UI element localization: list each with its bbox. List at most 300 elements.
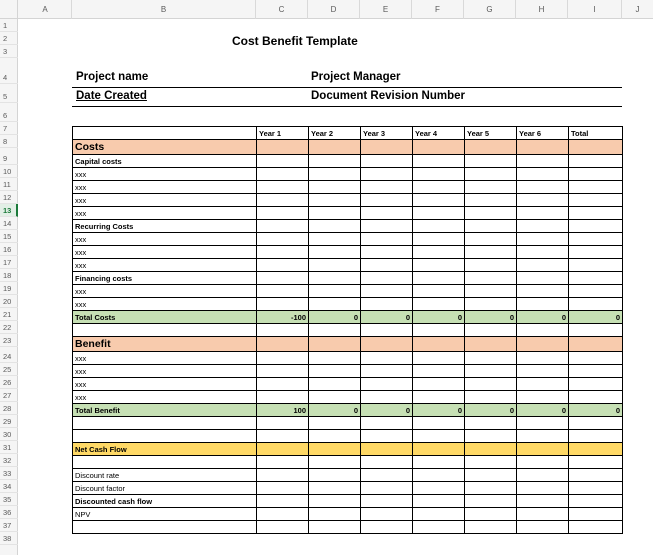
row-header-30[interactable]: 30 [0,428,18,441]
table-cell[interactable] [413,140,465,155]
table-cell[interactable] [413,207,465,220]
table-cell[interactable] [309,365,361,378]
row-header-38[interactable]: 38 [0,532,18,545]
table-cell[interactable] [361,168,413,181]
table-cell[interactable] [517,246,569,259]
line-item-label[interactable]: xxx [73,298,257,311]
benefit-label[interactable]: Benefit [73,337,257,352]
row-header-25[interactable]: 25 [0,363,18,376]
total-costs-year-3[interactable]: 0 [361,311,413,324]
line-item-label[interactable]: xxx [73,194,257,207]
table-cell[interactable] [361,352,413,365]
row-header-18[interactable]: 18 [0,269,18,282]
table-cell[interactable] [309,324,361,337]
table-cell[interactable] [361,456,413,469]
table-cell[interactable] [257,443,309,456]
table-cell[interactable] [465,194,517,207]
table-cell[interactable] [257,469,309,482]
table-cell[interactable] [257,352,309,365]
table-cell[interactable] [517,140,569,155]
table-cell[interactable] [361,207,413,220]
table-row [73,365,623,378]
table-cell[interactable] [413,259,465,272]
table-cell[interactable] [465,469,517,482]
total-benefit-year-4[interactable]: 0 [413,404,465,417]
table-cell[interactable] [569,259,623,272]
line-item-label[interactable]: xxx [73,168,257,181]
table-cell[interactable] [257,194,309,207]
table-cell[interactable] [361,272,413,285]
table-cell[interactable] [413,469,465,482]
table-cell[interactable] [465,378,517,391]
table-cell[interactable] [569,521,623,534]
year-2-header[interactable]: Year 2 [309,127,361,140]
column-header-i[interactable]: I [568,0,622,19]
table-cell[interactable] [465,337,517,352]
table-cell[interactable] [465,181,517,194]
table-cell[interactable] [361,337,413,352]
table-cell[interactable] [257,246,309,259]
column-header-c[interactable]: C [256,0,308,19]
table-cell[interactable] [569,378,623,391]
row-header-35[interactable]: 35 [0,493,18,506]
table-cell[interactable] [569,391,623,404]
table-cell[interactable] [569,508,623,521]
table-cell[interactable] [413,194,465,207]
table-cell[interactable] [569,469,623,482]
table-cell[interactable] [257,521,309,534]
table-cell[interactable] [361,298,413,311]
table-cell[interactable] [465,272,517,285]
table-cell[interactable] [465,246,517,259]
table-cell[interactable] [517,324,569,337]
table-cell[interactable] [309,272,361,285]
table-cell[interactable] [413,168,465,181]
table-cell[interactable] [309,391,361,404]
table-cell[interactable] [257,285,309,298]
table-cell[interactable] [465,155,517,168]
table-cell[interactable] [257,220,309,233]
year-1-header[interactable]: Year 1 [257,127,309,140]
discount-factor-label[interactable]: Discount factor [73,482,257,495]
table-cell[interactable] [465,521,517,534]
row-header-32[interactable]: 32 [0,454,18,467]
table-cell[interactable] [517,337,569,352]
table-cell[interactable] [569,194,623,207]
table-cell[interactable] [517,482,569,495]
row-header-1[interactable]: 1 [0,19,18,32]
table-cell[interactable] [517,168,569,181]
table-cell[interactable] [257,155,309,168]
table-cell[interactable] [517,207,569,220]
table-row [73,378,623,391]
table-cell[interactable] [309,233,361,246]
total-costs-year-2[interactable]: 0 [309,311,361,324]
table-cell[interactable] [569,324,623,337]
table-cell[interactable] [569,220,623,233]
total-costs-year-5[interactable]: 0 [465,311,517,324]
table-cell[interactable] [309,155,361,168]
table-cell[interactable] [257,482,309,495]
table-cell[interactable] [517,495,569,508]
table-cell[interactable] [569,140,623,155]
table-cell[interactable] [309,456,361,469]
table-cell[interactable] [361,233,413,246]
table-cell[interactable] [517,430,569,443]
table-cell[interactable] [569,285,623,298]
table-cell[interactable] [361,140,413,155]
table-cell[interactable] [517,378,569,391]
table-cell[interactable] [361,246,413,259]
select-all-corner[interactable] [0,0,18,19]
table-cell[interactable] [465,298,517,311]
table-cell[interactable] [517,298,569,311]
table-cell[interactable] [465,482,517,495]
discount-rate-label[interactable]: Discount rate [73,469,257,482]
recurring-costs-label[interactable]: Recurring Costs [73,220,257,233]
row-header-33[interactable]: 33 [0,467,18,480]
line-item-label[interactable]: xxx [73,246,257,259]
row-header-8[interactable]: 8 [0,135,18,148]
table-cell[interactable] [413,391,465,404]
table-cell[interactable] [257,456,309,469]
table-cell[interactable] [361,365,413,378]
row-header-28[interactable]: 28 [0,402,18,415]
total-header[interactable]: Total [569,127,623,140]
table-cell[interactable] [309,259,361,272]
column-header-e[interactable]: E [360,0,412,19]
table-cell[interactable] [309,495,361,508]
line-item-label[interactable]: xxx [73,378,257,391]
column-header-a[interactable]: A [19,0,72,19]
table-cell[interactable] [309,521,361,534]
row-header-2[interactable]: 2 [0,32,18,45]
table-cell[interactable] [413,324,465,337]
table-cell[interactable] [413,443,465,456]
table-cell[interactable] [517,365,569,378]
table-cell[interactable] [257,508,309,521]
table-cell[interactable] [361,155,413,168]
row-header-16[interactable]: 16 [0,243,18,256]
table-cell[interactable] [413,456,465,469]
row-header-10[interactable]: 10 [0,165,18,178]
table-cell[interactable] [465,140,517,155]
row-header-9[interactable]: 9 [0,152,18,165]
table-cell[interactable] [517,417,569,430]
table-cell[interactable] [569,443,623,456]
table-cell[interactable] [73,456,257,469]
table-cell[interactable] [569,272,623,285]
table-cell[interactable] [569,155,623,168]
table-cell[interactable] [517,521,569,534]
table-cell[interactable] [569,233,623,246]
total-benefit-year-6[interactable]: 0 [517,404,569,417]
costs-label[interactable]: Costs [73,140,257,155]
table-cell[interactable] [73,324,257,337]
table-row [73,207,623,220]
row-header-37[interactable]: 37 [0,519,18,532]
year-6-header[interactable]: Year 6 [517,127,569,140]
table-cell[interactable] [257,391,309,404]
table-cell[interactable] [465,430,517,443]
table-cell[interactable] [361,469,413,482]
table-cell[interactable] [569,298,623,311]
table-cell[interactable] [517,259,569,272]
row-header-5[interactable]: 5 [0,90,18,103]
row-header-15[interactable]: 15 [0,230,18,243]
table-cell[interactable] [257,181,309,194]
table-cell[interactable] [309,337,361,352]
table-cell[interactable] [517,508,569,521]
table-cell[interactable] [257,207,309,220]
total-costs-year-1[interactable]: -100 [257,311,309,324]
table-cell[interactable] [257,430,309,443]
table-cell[interactable] [257,365,309,378]
table-cell[interactable] [517,443,569,456]
table-cell[interactable] [361,220,413,233]
table-cell[interactable] [361,285,413,298]
table-cell[interactable] [465,365,517,378]
row-header-11[interactable]: 11 [0,178,18,191]
table-cell[interactable] [517,220,569,233]
table-cell[interactable] [465,352,517,365]
table-cell[interactable] [257,140,309,155]
npv-label[interactable]: NPV [73,508,257,521]
row-header-14[interactable]: 14 [0,217,18,230]
table-cell[interactable] [517,469,569,482]
table-cell[interactable] [413,233,465,246]
total-benefit-year-5[interactable]: 0 [465,404,517,417]
total-benefit-total[interactable]: 0 [569,404,623,417]
table-cell[interactable] [73,521,257,534]
table-cell[interactable] [309,508,361,521]
row-header-27[interactable]: 27 [0,389,18,402]
line-item-label[interactable]: xxx [73,391,257,404]
year-4-header[interactable]: Year 4 [413,127,465,140]
total-costs-year-4[interactable]: 0 [413,311,465,324]
table-cell[interactable] [465,233,517,246]
total-costs-total[interactable]: 0 [569,311,623,324]
table-cell[interactable] [517,456,569,469]
table-cell[interactable] [517,194,569,207]
table-cell[interactable] [257,168,309,181]
column-header-d[interactable]: D [308,0,360,19]
table-cell[interactable] [309,482,361,495]
table-cell[interactable] [361,495,413,508]
column-header-b[interactable]: B [72,0,256,19]
table-cell[interactable] [413,246,465,259]
table-cell[interactable] [517,233,569,246]
table-cell[interactable] [257,417,309,430]
table-cell[interactable] [465,391,517,404]
table-cell[interactable] [413,285,465,298]
row-header-20[interactable]: 20 [0,295,18,308]
table-cell[interactable] [465,417,517,430]
total-benefit-year-2[interactable]: 0 [309,404,361,417]
table-cell[interactable] [257,233,309,246]
line-item-label[interactable]: xxx [73,207,257,220]
row-header-26[interactable]: 26 [0,376,18,389]
table-cell[interactable] [413,495,465,508]
total-costs-label[interactable]: Total Costs [73,311,257,324]
table-cell[interactable] [413,298,465,311]
table-cell[interactable] [257,495,309,508]
table-cell[interactable] [413,352,465,365]
table-cell[interactable] [465,456,517,469]
table-cell[interactable] [569,207,623,220]
table-cell[interactable] [569,337,623,352]
table-cell[interactable] [517,155,569,168]
table-cell[interactable] [465,495,517,508]
table-cell[interactable] [413,482,465,495]
table-cell[interactable] [361,443,413,456]
column-header-f[interactable]: F [412,0,464,19]
table-cell[interactable] [413,181,465,194]
row-header-29[interactable]: 29 [0,415,18,428]
table-cell[interactable] [465,324,517,337]
table-cell[interactable] [361,181,413,194]
row-header-24[interactable]: 24 [0,350,18,363]
table-cell[interactable] [361,194,413,207]
table-cell[interactable] [569,482,623,495]
table-cell[interactable] [309,168,361,181]
table-cell[interactable] [361,259,413,272]
table-cell[interactable] [309,469,361,482]
line-item-label[interactable]: xxx [73,365,257,378]
table-cell[interactable] [257,259,309,272]
table-cell[interactable] [309,417,361,430]
table-cell[interactable] [413,337,465,352]
table-cell[interactable] [361,324,413,337]
table-cell[interactable] [517,272,569,285]
table-cell[interactable] [361,482,413,495]
total-benefit-year-1[interactable]: 100 [257,404,309,417]
table-cell[interactable] [413,521,465,534]
table-cell[interactable] [517,352,569,365]
table-cell[interactable] [413,272,465,285]
table-cell[interactable] [257,324,309,337]
table-cell[interactable] [569,352,623,365]
table-cell[interactable] [257,272,309,285]
table-cell[interactable] [257,298,309,311]
table-cell[interactable] [361,521,413,534]
table-cell[interactable] [569,495,623,508]
table-cell[interactable] [465,207,517,220]
row-header-6[interactable]: 6 [0,109,18,122]
table-cell[interactable] [413,430,465,443]
table-cell[interactable] [361,508,413,521]
table-cell[interactable] [361,391,413,404]
table-cell[interactable] [413,508,465,521]
table-cell[interactable] [73,430,257,443]
table-cell[interactable] [361,417,413,430]
table-cell[interactable] [309,194,361,207]
table-cell[interactable] [569,456,623,469]
table-cell[interactable] [569,417,623,430]
row-header-4[interactable]: 4 [0,71,18,84]
table-cell[interactable] [465,168,517,181]
table-cell[interactable] [73,417,257,430]
table-cell[interactable] [309,140,361,155]
table-cell[interactable] [413,365,465,378]
year-3-header[interactable]: Year 3 [361,127,413,140]
table-cell[interactable] [309,246,361,259]
row-header-21[interactable]: 21 [0,308,18,321]
row-header-7[interactable]: 7 [0,122,18,135]
table-cell[interactable] [257,378,309,391]
total-costs-year-6[interactable]: 0 [517,311,569,324]
table-cell[interactable] [517,181,569,194]
table-cell[interactable] [465,220,517,233]
table-cell[interactable] [257,337,309,352]
capital-costs-label[interactable]: Capital costs [73,155,257,168]
table-cell[interactable] [465,285,517,298]
row-header-3[interactable]: 3 [0,45,18,58]
column-header-j[interactable]: J [635,5,640,14]
table-cell[interactable] [517,391,569,404]
table-cell[interactable] [465,508,517,521]
table-cell[interactable] [309,285,361,298]
row-header-36[interactable]: 36 [0,506,18,519]
line-item-label[interactable]: xxx [73,259,257,272]
line-item-label[interactable]: xxx [73,285,257,298]
table-cell[interactable] [309,207,361,220]
table-cell[interactable] [413,417,465,430]
table-cell[interactable] [517,285,569,298]
table-cell[interactable] [73,127,257,140]
row-header-19[interactable]: 19 [0,282,18,295]
row-header-31[interactable]: 31 [0,441,18,454]
row-header-34[interactable]: 34 [0,480,18,493]
table-cell[interactable] [413,220,465,233]
table-cell[interactable] [569,365,623,378]
line-item-label[interactable]: xxx [73,352,257,365]
table-cell[interactable] [569,181,623,194]
table-cell[interactable] [465,259,517,272]
table-cell[interactable] [569,430,623,443]
column-header-h[interactable]: H [516,0,568,19]
row-header-22[interactable]: 22 [0,321,18,334]
table-cell[interactable] [309,430,361,443]
table-cell[interactable] [361,378,413,391]
net-cash-flow-label[interactable]: Net Cash Flow [73,443,257,456]
table-cell[interactable] [413,155,465,168]
table-cell[interactable] [361,430,413,443]
row-header-17[interactable]: 17 [0,256,18,269]
line-item-label[interactable]: xxx [73,181,257,194]
table-cell[interactable] [465,443,517,456]
table-cell[interactable] [309,352,361,365]
year-5-header[interactable]: Year 5 [465,127,517,140]
table-cell[interactable] [569,246,623,259]
row-header-13[interactable]: 13 [0,204,18,217]
total-benefit-label[interactable]: Total Benefit [73,404,257,417]
discounted-cash-flow-label[interactable]: Discounted cash flow [73,495,257,508]
table-cell[interactable] [309,298,361,311]
table-cell[interactable] [309,378,361,391]
financing-costs-label[interactable]: Financing costs [73,272,257,285]
column-header-g[interactable]: G [464,0,516,19]
line-item-label[interactable]: xxx [73,233,257,246]
table-cell[interactable] [413,378,465,391]
table-cell[interactable] [309,181,361,194]
total-benefit-year-3[interactable]: 0 [361,404,413,417]
table-cell[interactable] [569,168,623,181]
row-header-23[interactable]: 23 [0,334,18,347]
table-cell[interactable] [309,220,361,233]
table-cell[interactable] [309,443,361,456]
row-header-12[interactable]: 12 [0,191,18,204]
